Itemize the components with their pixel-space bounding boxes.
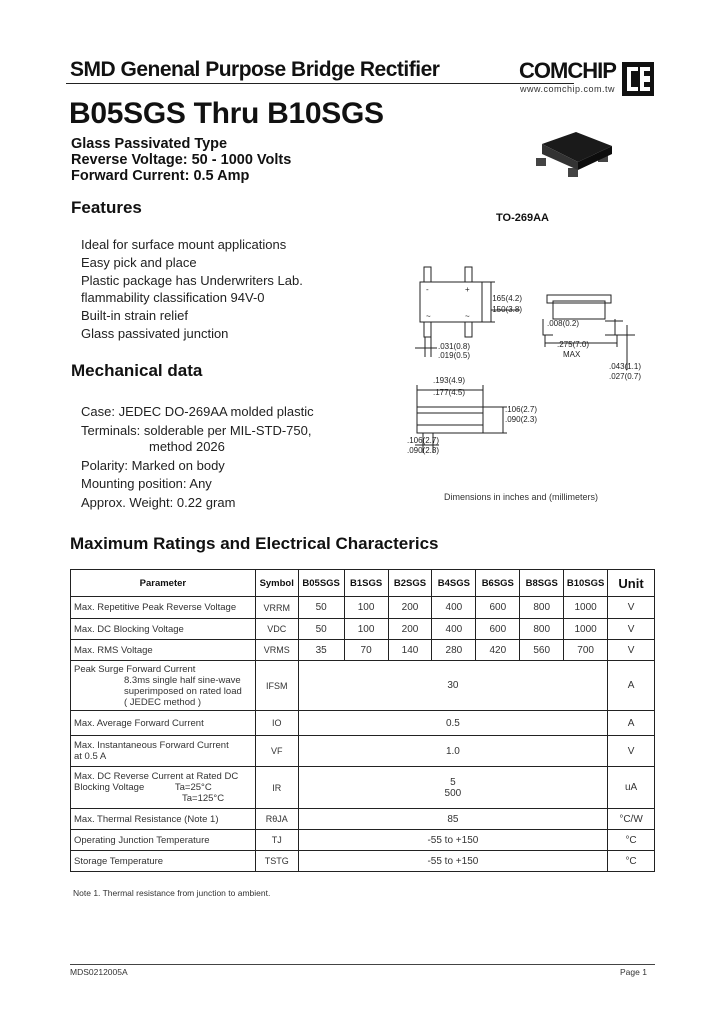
dim-pitch-min: .090(2.3) (505, 415, 538, 424)
header-rule (66, 83, 574, 84)
spec-voltage: Reverse Voltage: 50 - 1000 Volts (71, 152, 292, 168)
list-item: Mounting position: Any (81, 476, 212, 491)
dim-height-min: .150(3.8) (490, 305, 523, 314)
col-parameter: Parameter (71, 570, 256, 597)
ratings-table (70, 569, 655, 872)
dim-standoff-min: .027(0.7) (609, 372, 642, 381)
spec-current: Forward Current: 0.5 Amp (71, 168, 250, 184)
features-heading: Features (71, 198, 142, 217)
brand-url: www.comchip.com.tw (520, 84, 616, 94)
dim-pad-max: .106(2.7) (407, 436, 440, 445)
dim-standoff-max: .043(1.1) (609, 362, 642, 371)
table-row: Storage Temperature TSTG -55 to +150 °C (71, 851, 655, 872)
table-row: Max. RMS Voltage VRMS 35 70 140 280 420 560 700 V (71, 640, 655, 661)
col-unit: Unit (608, 570, 655, 597)
spec-type: Glass Passivated Type (71, 136, 228, 152)
ratings-heading: Maximum Ratings and Electrical Characterics (70, 534, 439, 553)
mechanical-heading: Mechanical data (71, 361, 203, 380)
pin-ac2-label: ~ (465, 312, 470, 321)
col-symbol: Symbol (255, 570, 298, 597)
document-id: MDS0212005A (70, 967, 128, 977)
table-header-row (71, 570, 655, 597)
dim-length-max: .275(7.0) (557, 340, 590, 349)
dim-pitch-max: .106(2.7) (505, 405, 538, 414)
dimension-drawing (395, 255, 660, 490)
list-item: flammability classification 94V-0 (81, 289, 265, 305)
comchip-logo-icon (622, 62, 654, 96)
col-b8sgs: B8SGS (520, 570, 564, 597)
list-item: Terminals: solderable per MIL-STD-750, (81, 422, 312, 438)
list-item: Glass passivated junction (81, 325, 229, 341)
table-row: Max. Repetitive Peak Reverse Voltage VRRM 50 100 200 400 600 800 1000 V (71, 597, 655, 619)
table-row: Max. Thermal Resistance (Note 1) RθJA 85 °C/W (71, 809, 655, 830)
dim-height-max: .165(4.2) (490, 294, 523, 303)
dim-lead-max: .031(0.8) (438, 342, 471, 351)
features-list (81, 237, 303, 344)
list-item: Easy pick and place (81, 255, 197, 270)
package-photo (528, 126, 618, 181)
table-row: Operating Junction Temperature TJ -55 to +150 °C (71, 830, 655, 851)
table-row: Peak Surge Forward Current 8.3ms single half sine-wave superimposed on rated load ( JEDEC method ) IFSM 30 A (71, 661, 655, 711)
list-item: Approx. Weight: 0.22 gram (81, 494, 236, 510)
part-title: B05SGS Thru B10SGS (69, 97, 384, 130)
dim-lead-min: .019(0.5) (438, 351, 471, 360)
brand-name: COMCHIP (519, 58, 616, 83)
list-item: Plastic package has Underwriters Lab. (81, 273, 303, 288)
pin-ac1-label: ~ (426, 312, 431, 321)
dimension-note: Dimensions in inches and (millimeters) (444, 492, 599, 502)
col-b10sgs: B10SGS (564, 570, 608, 597)
table-row: Max. Average Forward Current IO 0.5 A (71, 711, 655, 736)
list-item: Ideal for surface mount applications (81, 237, 287, 252)
col-b2sgs: B2SGS (388, 570, 432, 597)
mechanical-list (81, 404, 314, 511)
col-b6sgs: B6SGS (476, 570, 520, 597)
pin-minus-label: - (426, 285, 429, 294)
dim-width-max: .193(4.9) (433, 376, 466, 385)
table-row: Max. DC Blocking Voltage VDC 50 100 200 400 600 800 1000 V (71, 619, 655, 640)
col-b1sgs: B1SGS (344, 570, 388, 597)
col-b05sgs: B05SGS (298, 570, 344, 597)
list-item: Built-in strain relief (81, 307, 188, 323)
page-number: Page 1 (620, 967, 647, 977)
list-item: Case: JEDEC DO-269AA molded plastic (81, 404, 314, 419)
package-label: TO-269AA (496, 212, 549, 224)
footnote: Note 1. Thermal resistance from junction to ambient. (73, 888, 271, 898)
table-row: Max. DC Reverse Current at Rated DC Blocking Voltage Ta=25°C Ta=125°C IR 5 500 uA (71, 767, 655, 809)
list-item: method 2026 (149, 439, 225, 454)
dim-width-min: .177(4.5) (433, 388, 466, 397)
document-subtitle: SMD Genenal Purpose Bridge Rectifier (70, 58, 440, 81)
pin-plus-label: + (465, 285, 470, 294)
dim-thickness: .008(0.2) (547, 319, 580, 328)
dim-pad-min: .090(2.3) (407, 446, 440, 455)
dim-length-label: MAX (563, 350, 581, 359)
list-item: Polarity: Marked on body (81, 457, 225, 473)
col-b4sgs: B4SGS (432, 570, 476, 597)
footer-rule (70, 964, 655, 965)
table-row: Max. Instantaneous Forward Current at 0.5 A VF 1.0 V (71, 736, 655, 767)
